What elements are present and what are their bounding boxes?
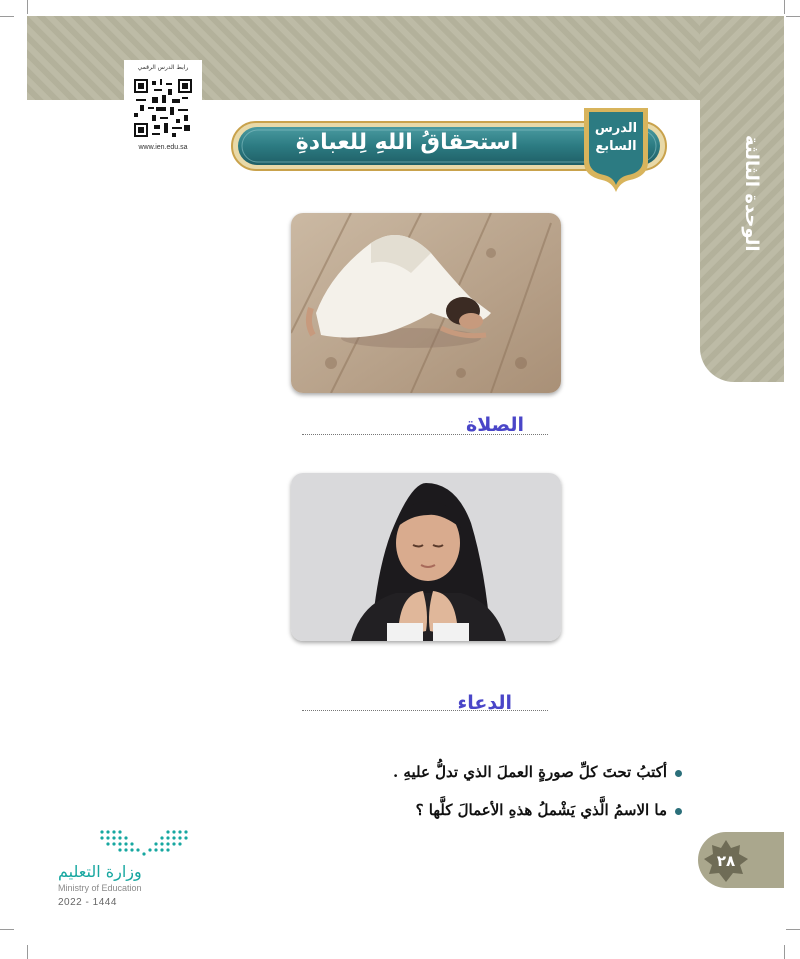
- question-2: [416, 801, 682, 819]
- crop-mark: [27, 945, 28, 959]
- qr-code-icon: [134, 79, 192, 137]
- bullet-icon: [675, 808, 682, 815]
- ministry-logo-icon: [98, 828, 190, 860]
- crop-mark: [786, 929, 800, 930]
- question-2-text: ما الاسمُ الَّذي يَشْملُ هذهِ الأعمالَ كلَّها ؟: [415, 801, 667, 819]
- qr-url[interactable]: www.ien.edu.sa: [138, 144, 188, 151]
- lesson-badge-label: [584, 120, 648, 156]
- crop-mark: [784, 0, 785, 14]
- bullet-icon: [675, 770, 682, 777]
- question-1-text: أكتبُ تحتَ كلِّ صورةٍ العملَ الذي تدلُّ عليهِ .: [392, 763, 667, 781]
- unit-title: الوحدة الثالثة: [741, 135, 762, 252]
- qr-caption: رابط الدرس الرقمي: [137, 64, 189, 71]
- ministry-name-english: Ministry of Education: [58, 883, 142, 893]
- lesson-title: استحقاقُ اللهِ لِلعبادةِ: [295, 130, 519, 155]
- crop-mark: [0, 16, 14, 17]
- crop-mark: [784, 945, 785, 959]
- crop-mark: [0, 929, 14, 930]
- girl-making-dua-photo: [291, 473, 561, 641]
- crop-mark: [786, 16, 800, 17]
- answer-prayer: الصلاة: [465, 414, 524, 436]
- lesson-badge-line2: السابع: [595, 139, 637, 154]
- boy-prostrating-photo: [291, 213, 561, 393]
- answer-dua: الدعاء: [457, 692, 512, 714]
- crop-mark: [27, 0, 28, 14]
- lesson-badge-line1: الدرس: [594, 121, 638, 136]
- page-number: ٢٨: [716, 852, 736, 870]
- edition-year: 2022 - 1444: [58, 897, 117, 908]
- ministry-name-arabic: وزارة التعليم: [58, 862, 142, 881]
- qr-code-block[interactable]: [124, 60, 202, 158]
- question-1: [393, 763, 682, 781]
